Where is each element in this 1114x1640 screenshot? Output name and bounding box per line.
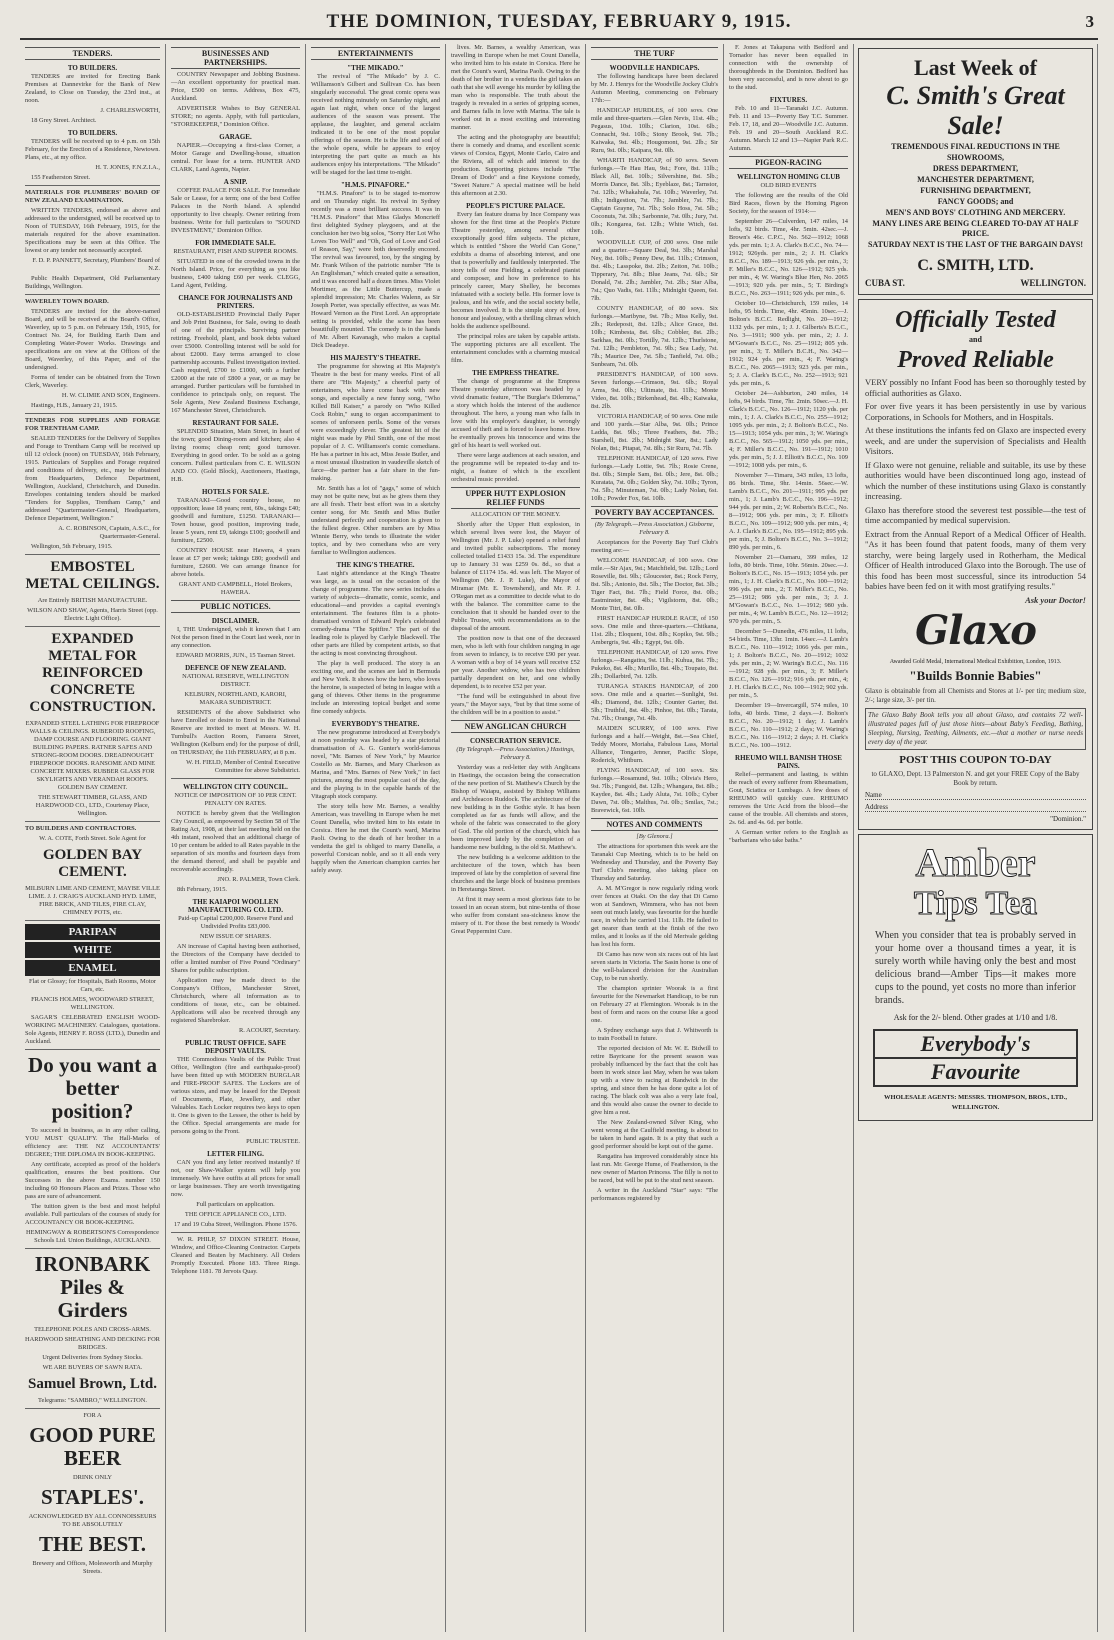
text-paragraph: PRESIDENT'S HANDICAP, of 100 sovs. Seven furlongs.—Crimson, 9st. 6lb.; Royal Arms, 9st. 0lb.; Ultimate, 8st. 11lb.; Monte Video, 8st. 10lb.; Birkenhead, 8st. 4lb.; Kaiwaka, 8st. 2lb. bbox=[591, 371, 718, 410]
text-paragraph: Forms of tender can be obtained from the Town Clerk, Waverley. bbox=[25, 374, 160, 389]
text-paragraph: TENDERS FOR SUPPLIES AND FORAGE FOR TRENTHAM CAMP. bbox=[25, 417, 160, 432]
text-paragraph: The principal roles are taken by capable artists. The supporting pictures are all excellent. The entertainment concludes with a charming musical film. bbox=[451, 333, 580, 364]
glaxo-ref: "Dominion." bbox=[1050, 815, 1086, 823]
ad-inverse-label: WHITE bbox=[25, 942, 160, 958]
amber-slogan-1: Everybody's bbox=[873, 1029, 1078, 1059]
text-paragraph: WILSON AND SHAW, Agents, Harris Street (opp. Electric Light Office). bbox=[27, 607, 158, 622]
article-headline: EVERYBODY'S THEATRE. bbox=[331, 720, 420, 728]
text-paragraph: TELEPHONE POLES AND CROSS-ARMS. bbox=[34, 1326, 151, 1333]
text-paragraph: NAPIER.—Occupying a first-class Corner, a Motor Garage and Dwelling-house, situation central. For lease for a term. HUNTER AND CLARK, Land Agents, Napier. bbox=[171, 142, 300, 173]
article-headline: "THE MIKADO." bbox=[347, 64, 404, 72]
text-paragraph: December 5—Dunedin, 476 miles, 11 lofts, 54 birds. Time, 13hr. 1min. 14sec.—J. Lamb's B.C.C., No. 110—1912; 1066 yds. per min., 1; J. Bolton's B.C.C., No. 20—1912; 1032 yds. per min., 2; W. Waring's B.C.C., No. 116—1912; 928 yds. per min., 3; F. Miller's B.C.C., No. 126—1912; 916 yds. per min., 4; J. H. Clark's B.C.C., No. 100—1912; 902 yds. per min., 5. bbox=[729, 628, 848, 699]
smith-sale-ad bbox=[858, 48, 1093, 295]
article-headline: THE EMPRESS THEATRE. bbox=[472, 369, 559, 377]
text-paragraph: To succeed in business, as in any other calling, YOU MUST QUALIFY. The Hall-Marks of efficiency are: THE NZ ACCOUNTANTS' DEGREE; THE DIPLOMA IN BOOK-KEEPING. bbox=[25, 1127, 160, 1158]
text-paragraph: December 19—Invercargill, 574 miles, 10 lofts, 40 birds. Time, 2 days.—J. Bolton's B.C.C., No. 20—1912; 1 day; J. Lamb's B.C.C., No. 110—1912; 2 days; W. Waring's B.C.C., No. 116—1912; 2 days; J. H. Clark's B.C.C., No. 100—1912. bbox=[729, 702, 848, 749]
column-the-turf bbox=[586, 44, 724, 1632]
ad-inverse-label: PARIPAN bbox=[25, 924, 160, 940]
text-paragraph: ACKNOWLEDGED BY ALL CONNOISSEURS TO BE ABSOLUTELY bbox=[28, 1513, 157, 1528]
article-headline: PUBLIC TRUST OFFICE. SAFE DEPOSIT VAULTS. bbox=[185, 1039, 286, 1055]
text-paragraph: JNO. R. PALMER, Town Clerk. bbox=[217, 876, 300, 883]
text-paragraph: 17 and 19 Cuba Street, Wellington. Phone 1576. bbox=[173, 1221, 298, 1228]
section-header: BUSINESSES AND PARTNERSHIPS. bbox=[171, 47, 300, 69]
section-header: UPPER HUTT EXPLOSION RELIEF FUNDS bbox=[451, 487, 580, 509]
glaxo-heading-2: Proved Reliable bbox=[897, 347, 1054, 373]
article-headline: RHEUMO WILL BANISH THOSE PAINS. bbox=[735, 754, 842, 770]
ad-display-headline: THE BEST. bbox=[39, 1532, 146, 1556]
text-paragraph: H. W. CLIMIE AND SON, Engineers. bbox=[61, 392, 160, 399]
smith-ad-lines bbox=[865, 142, 1086, 250]
text-paragraph: COUNTY HANDICAP, of 80 sovs. Six furlongs.—Maribyne, 9st. 7lb.; Miss Kelly, 9st. 2lb.; Redeposit, 8st. 12lb.; Alice Grace, 8st. 10lb.; Kimbesta, 8st. 6lb.; Cobbler, 8st. 2lb.; Sarkhas, 8st. 0lb.; Tortilly, 7st. 12lb.; Thurlstone, 7st. 12lb.; Pembleton, 7st. 9lb.; Sea Lady, 7st. 7lb.; Maurice Dee, 7st. 5lb.; Tanfield, 7st. 0lb.; Sunbeam, 7st. 0lb. bbox=[591, 305, 718, 368]
text-paragraph: FIRST HANDICAP HURDLE RACE, of 150 sovs. One mile and three-quarters.—Chitkana, 11st. 2lb.; Eloquent, 10st. 8lb.; Kopiko, 9st. 9lb.; Ambergris, 9st. 4lb.; Egypt, 9st. 0lb. bbox=[591, 615, 718, 646]
text-paragraph: SAGAR'S CELEBRATED ENGLISH WOOD-WORKING MACHINERY. Catalogues, quotations. Sole Agents, HENRY F. ROSS (LTD.), Dunedin and Auckland. bbox=[25, 1014, 160, 1045]
text-paragraph: The acting and the photography are beautiful; there is comedy and drama, and excellent scenic views of Corsica, Egypt, Monte Carlo, Cairo and the Riviera, all of which add interest to the production. Supporting pictures include "The Dream of Dodo" and a fine Keystone comedy, "Sweet Nature." A special matinee will be held this afternoon at 2.30. bbox=[451, 134, 580, 197]
text-paragraph: COFFEE PALACE FOR SALE. For Immediate Sale or Lease, for a term; one of the best Coffee Palaces in the North Island. A splendid opportunity to live cheaply. Owner retiring from business. Write for full particulars to "SOUND INVESTMENT," Dominion Office. bbox=[171, 187, 300, 234]
divider bbox=[25, 821, 160, 822]
text-paragraph: Mr. Smith has a lot of "gags," some of which may not be quite new, but as he gives them they are all fresh. Their best effort was in a sketchy center song, for Mr. Smith and Miss Butler understand perfectly and cooperation is given to the fullest degree. Other numbers are by Miss Winnie Berry, who tends to illustrate the wider topics, and by two comedians who are very familiar to Wellington audiences. bbox=[311, 485, 440, 556]
glaxo-award: Awarded Gold Medal, International Medical Exhibition, London, 1913. bbox=[889, 659, 1062, 665]
article-headline: FIXTURES. bbox=[769, 96, 808, 104]
text-paragraph: NOTICE is hereby given that the Wellington City Council, as empowered by Section 58 of The Rating Act, 1908, at their last meeting held on the 4th instant, resolved that an additional charge of 10 per centum be added to all Rates payable in the separation of six months and fourteen days from the demand thereof, and shall be payable and recoverable accordingly. bbox=[171, 810, 300, 873]
amber-price: Ask for the 2/- blend. Other grades at 1/10 and 1/8. bbox=[893, 1013, 1058, 1022]
divider bbox=[25, 294, 160, 295]
text-paragraph: The reported decision of Mr. W. E. Bidwill to retire Bayricane for the present season was probably influenced by the fact that the colt has been in work since last May, when he was taken up with a view to racing at Randwick in the spring, and since then he has done quite a lot of racing. The black colt was also a very late foal, and this would also cause the owner to decide to give him a rest. bbox=[591, 1045, 718, 1116]
divider bbox=[171, 1232, 300, 1233]
text-paragraph: SITUATED in one of the crowded towns in the North Island. Price, for everything as you like business, £400 taking £60 per week. CLEGG, Land Agent, Feilding. bbox=[171, 258, 300, 289]
text-paragraph: F. D. P. PANNETT, Secretary, Plumbers' Board of N.Z. bbox=[32, 257, 160, 272]
section-header: TENDERS. bbox=[25, 47, 160, 60]
glaxo-paragraph: At these institutions the infants fed on Glaxo are inspected every week, and are under the supervision of Specialists and Health Visitors. bbox=[865, 425, 1086, 456]
text-paragraph: TENDERS are invited for the above-named Board, and will be received at the Board's Office, Waverley, up to 5 p.m. on February 15th, 1915, for Contract No. 24, for Building Earth Dam and Completing Water-Power Works. Drawings and specifications are on view at the Offices of the Board, Waverley, of this Paper, and of the undersigned. bbox=[25, 308, 160, 371]
smith-ad-line: SATURDAY NEXT IS THE LAST OF THE BARGAIN DAYS! bbox=[867, 240, 1084, 249]
article-headline: "H.M.S. PINAFORE." bbox=[340, 181, 411, 189]
text-paragraph: The revival of "The Mikado" by J. C. Williamson's Gilbert and Sullivan Co. has been singularly successful. The great comic opera was received nothing minutely on Saturday night, and again last night, when once of the largest audiences of the season was present. The applause, the laughter, and general acclaim indicated it to be one of the most popular offerings of the season. He is the life and soul of the whole opera, while he appears to enjoy interpreting the part quite as much as his audiences enjoy his interpretations. "The Mikado" will be staged for the last time to-night. bbox=[311, 73, 440, 176]
text-paragraph: MATERIALS FOR PLUMBERS' BOARD OF NEW ZEALAND EXAMINATION. bbox=[25, 189, 160, 204]
text-paragraph: The new programme introduced at Everybody's at noon yesterday was headed by a star pictorial dramatisation of A. G. Gunter's world-famous novel, "Mr. Barnes of New York," by Maurice Costello as Mr. Barnes, and Mary Charleson as Marina, and "Mrs. Barnes of New York," in fact pictures, among the most popular cast of the day, and the playing is in the capable hands of the Vitagraph stock company. bbox=[311, 729, 440, 800]
text-paragraph: WAVERLEY TOWN BOARD. bbox=[25, 298, 109, 305]
text-paragraph: Brewery and Offices, Molesworth and Murphy Streets. bbox=[32, 1560, 153, 1575]
glaxo-body bbox=[865, 377, 1086, 592]
text-paragraph: The tuition given is the best and most helpful available. Full particulars of the courses of study for ACCOUNTANCY OR BOOK-KEEPING. bbox=[25, 1203, 160, 1226]
glaxo-sub: Glaxo is obtainable from all Chemists and Stores at 1/- per tin; medium size, 2/-; large size, 3/- per tin. bbox=[865, 687, 1086, 704]
text-paragraph: COUNTRY HOUSE near Hawera, 4 years lease at £7 per week; takings £80; goodwill and furniture, £2600. We can arrange finance for above hotels. bbox=[171, 547, 300, 578]
text-paragraph: R. ACOURT, Secretary. bbox=[238, 1027, 300, 1034]
column-businesses bbox=[166, 44, 306, 1632]
text-paragraph: WELCOME HANDICAP, of 100 sovs. One mile.—Sir Ajax, 9st.; Matchfield, 9st. 12lb.; Lord Roseville, 8st. 9lb.; Gloucester, 8st.; Rock Ferry, 8st. 5lb.; Antonio, 8st. 5lb.; The Doctor, 8st. 3lb.; Tiger Fact, 8st. 7lb.; Field Force, 8st. 0lb.; Eastminster, 8st. 4lb.; Vigilstorm, 8st. 0lb.; Monte Titri, 8st. 0lb. bbox=[591, 557, 718, 612]
article-headline: DISCLAIMER. bbox=[211, 617, 260, 625]
text-paragraph: Feb. 10 and 11—Taranaki J.C. Autumn. Feb. 11 and 13—Poverty Bay T.C. Summer. Feb. 17, 18, and 20—Woodville J.C. Autumn. Feb. 19 and 20—South Auckland R.C. Autumn. March 12 and 13—Napier Park R.C. Autumn. bbox=[729, 105, 848, 152]
text-paragraph: There were large audiences at each session, and the programme will be repeated to-day and to-night, a feature of which is the excellent orchestral music provided. bbox=[451, 452, 580, 483]
text-paragraph: A. C. ROBINSON, Captain, A.S.C., for Quartermaster-General. bbox=[58, 525, 160, 540]
text-paragraph: TENDERS will be received up to 4 p.m. on 15th February, for the Erection of a Residence, Newtown. Plans, etc., at my office. bbox=[25, 138, 160, 161]
article-headline: THE KAIAPOI WOOLLEN MANUFACTURING CO. LTD. bbox=[188, 898, 283, 914]
smith-ad-line: TREMENDOUS FINAL REDUCTIONS IN THE bbox=[891, 142, 1060, 151]
smith-ad-title: C. Smith's Great Sale! bbox=[886, 81, 1065, 140]
text-paragraph: OLD-ESTABLISHED Provincial Daily Paper and Job Print Business, for Sale, owing to death of one of the principals. Surviving partner retiring. Freehold, plant, and book debts valued over £5000. Controlling interest will be sold for about £2000. Easy terms arranged to close partnership accounts. Fullest investigation invited. Cash required, £700 to £1000, with a further £2000 at the rate of £800 a year, or as may be arranged. Further particulars will be furnished in confidence to principals only, on request. The Sole Agents, New Zealand Business Exchange, 167 Manchester Street, Christchurch. bbox=[171, 311, 300, 414]
text-paragraph: At first it may seem a most glorious fate to be tossed in an ocean storm, but nine-tenths of those who suffer from constant sea-sickness know the misery of it. For those the best remedy is Woods' Great Peppermint Cure. bbox=[451, 896, 580, 935]
text-paragraph: Any certificate, accepted as proof of the holder's qualification, ensures the best positions. Our Successes in the above Exams. number 150 including 60 Honours Places and Prizes. Those who pass are sure of advancement. bbox=[25, 1161, 160, 1200]
ad-display-headline: GOOD PURE BEER bbox=[29, 1423, 156, 1470]
article-headline: WELLINGTON HOMING CLUB bbox=[737, 173, 840, 181]
text-paragraph: A Sydney exchange says that J. Whitworth is to train Football in future. bbox=[591, 1027, 718, 1042]
text-paragraph: The new building is a welcome addition to the architecture of the town, which has been improved of late by the completion of several fine churches and the large block of business premises in Heretaunga Street. bbox=[451, 854, 580, 893]
text-paragraph: SPLENDID Situation, Main Street, in heart of the town; good Dining-room and kitchen; also 4 living rooms; cheap rent; good turnover. Everything in good order. To be sold as a going concern. Fullest particulars from C. E. WILSON AND CO. (Gold Block), Auctioneers, Hastings, H.B. bbox=[171, 428, 300, 483]
article-headline: PEOPLE'S PICTURE PALACE. bbox=[466, 202, 565, 210]
text-paragraph: KELBURN, NORTHLAND, KARORI, MAKARA SUBDISTRICT. bbox=[184, 691, 287, 706]
glaxo-paragraph: If Glaxo were not genuine, reliable and suitable, its use by these authorities would have been discontinued long ago, instead of which the number of these institutions using Glaxo is constantly increasing. bbox=[865, 459, 1086, 501]
text-paragraph: Shortly after the Upper Hutt explosion, in which several lives were lost, the Mayor of Wellington (Mr. J. P. Luke) opened a relief fund and invited public subscriptions. The money collected totalled £1433 15s. 3d. The expenditure up to January 31 was £259 0s. 8d., so that a balance of £1174 15s. 4d. was left. The Mayor of Wellington (Mr. J. P. Luke), the Mayor of Miramar (Mr. E. Townshend), and Mr. P. J. O'Regan met as a committee to decide what to do with the balance. The committee came to the conclusion that it should be handed over to the Public Trustee, with recommendations as to the disposal of the amount. bbox=[451, 521, 580, 632]
smith-ad-line: MANY LINES ARE BEING CLEARED TO-DAY AT HALF PRICE. bbox=[872, 219, 1079, 238]
text-paragraph: The play is well produced. The story is an exciting one, and the scenes are laid in Bermuda and New York. It shows how the hero, who loves the heroine, is suspected of being in league with a gang of thieves. Other items in the programme include an interesting topical budget and some fine comedy subjects. bbox=[311, 660, 440, 715]
article-headline: THE KING'S THEATRE. bbox=[336, 561, 415, 569]
smith-ad-line: FANCY GOODS; and bbox=[937, 197, 1014, 206]
ad-headline: EMBOSTEL METAL CEILINGS. bbox=[25, 559, 160, 592]
text-paragraph: The champion sprinter Woorak is a first favourite for the Newmarket Handicap, to be run on February 27 at Flemington. Woorak is in the best of form and races on the course like a good one. bbox=[591, 985, 718, 1024]
ad-display-headline: IRONBARK Piles & Girders bbox=[34, 1252, 151, 1322]
article-headline: A SNIP. bbox=[223, 178, 248, 186]
article-headline: CHANCE FOR JOURNALISTS AND PRINTERS. bbox=[178, 294, 293, 310]
glaxo-coupon: POST THIS COUPON TO-DAY bbox=[899, 754, 1052, 766]
text-paragraph: Flat or Glossy; for Hospitals, Bath Rooms, Motor Cars, etc. bbox=[29, 978, 156, 993]
section-header: THE TURF bbox=[591, 47, 718, 60]
text-paragraph: (By Telegraph.—Press Association.) Hastings, February 8. bbox=[456, 746, 575, 761]
text-paragraph: SEALED TENDERS for the Delivery of Supplies and Forage to Trentham Camp will be received up till 12 o'clock (noon) on TUESDAY, 16th February, 1915. Particulars of Supplies and Forage required and conditions of delivery, etc., may be obtained from Headquarters, Defence Department, Wellington, Auckland, Christchurch, and Dunedin. Envelopes containing tenders should be marked "Tenders for Supplies, Trentham Camp," and addressed "Quartermaster-General, Headquarters, Defence Department, Wellington." bbox=[25, 435, 160, 522]
article-headline: RESTAURANT FOR SALE. bbox=[192, 419, 279, 427]
article-headline: CONSECRATION SERVICE. bbox=[469, 737, 562, 745]
text-paragraph: September 26—Culverden, 147 miles, 14 lofts, 92 birds. Time, 4hr. 5min. 42sec.—J. Brown's 46c. C.P.C., No. 562—1912; 1068 yds. per min. 1; J. A. Clark's B.C.C., No. 74—1912; 926yds. per min., 2; J. H. Clark's B.C.C., No. 189—1913; 926 yds. per min., 3; F. Miller's B.C.C., No. 126—1912; 925 yds. per min., 4; W. Waring's Blue Hen, No. 2065—1913; 920 yds. per min., 5; T. Birding's B.C.C., No. 263—1911; 926 yds. per min., 6. bbox=[729, 218, 848, 297]
text-paragraph: October 24—Ashburton, 240 miles, 14 lofts, 94 birds. Time, 7hr. 2min. 50sec.—J. H. Clark's B.C.C., No. 126—1912; 1120 yds. per min., 1; J. A. Clark's B.C.C., No. 255—1912; 1095 yds. per min., 2; J. Bolton's B.C.C., No. 15—1913; 1054 yds. per min., 3; W. Waring's B.C.C., No. 565—1912; 1050 yds. per min., 4; F. Miller's B.C.C., No. 191—1912; 1010 yds. per min., 5; J. J. Elliott's B.C.C., No. 109—1912; 1008 yds. per min., 6. bbox=[729, 390, 848, 469]
text-paragraph: W. A. COTE, Forth Street. Sole Agent for bbox=[39, 835, 146, 842]
section-header: NEW ANGLICAN CHURCH bbox=[451, 720, 580, 733]
glaxo-slogan: "Builds Bonnie Babies" bbox=[909, 668, 1042, 683]
divider bbox=[25, 1049, 160, 1050]
text-paragraph: Relief—permanent and lasting, is within the reach of every sufferer from Rheumatism, Gout, Sciatica or Lumbago. A few doses of RHEUMO will quickly cure. RHEUMO removes the Uric Acid from the blood—the cause of the trouble. All chemists and stores, 2s. 6d. and 4s. 6d. per bottle. bbox=[729, 771, 848, 826]
smith-ad-heading: Last Week of bbox=[913, 55, 1038, 80]
divider bbox=[25, 1248, 160, 1249]
ad-headline: EXPANDED METAL FOR REINFORCED CONCRETE CONSTRUCTION. bbox=[29, 631, 156, 715]
text-paragraph: WRITTEN TENDERS, endorsed as above and addressed to the undersigned, will be received up to Noon of TUESDAY, 16th February, 1915, for the materials required for the above examination. Specifications may be seen at this Office. The lowest or any tender not necessarily accepted. bbox=[25, 207, 160, 254]
glaxo-paragraph: Glaxo has therefore stood the severest test possible—the test of time accompanied by medical supervision. bbox=[865, 504, 1086, 525]
smith-city: WELLINGTON. bbox=[1020, 278, 1086, 288]
text-paragraph: I, THE Undersigned, wish it known that I am Not the person fined in the Court last week, nor in any connection. bbox=[171, 626, 300, 649]
text-paragraph: 155 Featherston Street. bbox=[31, 174, 91, 181]
text-paragraph: J. CHARLESWORTH, bbox=[100, 107, 160, 114]
smith-street: CUBA ST. bbox=[865, 278, 905, 288]
section-header: PIGEON-RACING bbox=[729, 156, 848, 169]
divider bbox=[25, 626, 160, 627]
text-paragraph: MILBURN LIME AND CEMENT, MAYBE VILLE LIME. J. J. CRAIG'S AUCKLAND HYD. LIME, FIRE BRICK, AND TILES, FIRE CLAY, CHIMNEY POTS, etc. bbox=[25, 885, 160, 916]
section-header: POVERTY BAY ACCEPTANCES. bbox=[591, 506, 718, 519]
glaxo-book: The Glaxo Baby Book tells you all about Glaxo, and contains 72 well-illustrated pages full of just those hints—about Baby's Feeding, Bathing, Sleeping, Nursing, Teething, Ailments, etc.—that a mother or nurse needs every day of the year. bbox=[865, 708, 1086, 750]
text-paragraph: The following are the results of the Old Bird Races, flown by the Homing Pigeon Society, for the season of 1914:— bbox=[729, 192, 848, 215]
text-paragraph: FOR A bbox=[83, 1412, 102, 1419]
text-paragraph: A German writer refers to the English as "barbarians who take baths." bbox=[729, 829, 848, 844]
article-headline: LETTER FILING. bbox=[207, 1150, 264, 1158]
text-paragraph: Telegrams: "SAMBRO," WELLINGTON. bbox=[38, 1397, 147, 1404]
ad-headline: Samuel Brown, Ltd. bbox=[28, 1376, 157, 1392]
text-paragraph: 8th February, 1915. bbox=[177, 886, 227, 893]
smith-ad-line: SHOWROOMS, bbox=[946, 153, 1005, 162]
smith-ad-line: MANCHESTER DEPARTMENT, bbox=[917, 175, 1034, 184]
amber-tips-ad bbox=[858, 834, 1093, 1121]
text-paragraph: October 10—Christchurch, 159 miles, 14 lofts, 95 birds. Time, 4hr. 45min. 10sec.—J. Bolton's B.C.C. Redlight, No. 20—1912; 1132 yds. per min., 1; J. J. Gilberts's B.C.C., No. 3—1911; 900 yds. per min., 2; J. J. M'Gowan's B.C.C., No. 25—1912; 805 yds. per min., 3; T. Miller's B.C.H., No. 342—1912; 924 yds. per min., 4; F. Waring's B.C.C., No. 2065—1913; 923 yds. per min., 5; J. A. Clark's B.C.C., No. 252—1913; 921 yds. per min., 6. bbox=[729, 300, 848, 387]
text-paragraph: The change of programme at the Empress Theatre yesterday afternoon was headed by a vivid dramatic feature, "The Burglar's Dilemma," a story which holds the interest of the audience throughout. The hero, a young man who falls in love with his employer's daughter, is wrongly accused of theft and is forced to leave home. How he eventually proves his innocence and wins the girl of his heart is well worked out. bbox=[451, 378, 580, 449]
text-paragraph: lives. Mr. Barnes, a wealthy American, was travelling in Europe when he met Count Danella, who invited him to his estate in Corsica. Here he met the Count's ward, Marina Paoli. Owing to the death of her brother in a vendetta the girl takes an oath that she will avenge his murder by killing the man who is responsible. The truth about the tragedy is revealed in a series of gripping scenes, and Barnes falls in love with Marina. The tale is worked out in a most exciting and interesting manner. bbox=[451, 44, 580, 131]
ad-display-headline: STAPLES'. bbox=[41, 1485, 144, 1509]
text-paragraph: TURANGA STAKES HANDICAP, of 200 sovs. One mile and a quarter.—Sunlight, 9st. 4lb.; Diamond, 8st. 12lb.; Counter Garter, 8st. 5lb.; Truthful, 8st. 4lb.; Pinhoe, 8st. 0lb.; Tarata, 7st. 7lb.; Orange, 7st. 4lb. bbox=[591, 683, 718, 722]
glaxo-name-field[interactable] bbox=[865, 791, 1086, 800]
column-entertainments bbox=[306, 44, 446, 1632]
text-paragraph: TO BUILDERS AND CONTRACTORS. bbox=[25, 825, 137, 832]
text-paragraph: OLD BIRD EVENTS bbox=[760, 182, 817, 189]
text-paragraph: November 7—Timaru, 343 miles, 13 lofts, 86 birds. Time, 9hr. 14min. 56sec.—W. Lamb's B.C.C., No. 201—1911; 995 yds. per min., 1; J. Lamb's B.C.C., No. 196—1912; 944 yds. per min., 2; W. Roberts's B.C.C., No. 8—1912; 906 yds. per min., 3; F. Elliott's B.C.C., No. 109—1912; 900 yds. per min., 4; A. J. Clark's B.C.C., No. 195—1912; 895 yds. per min., 5; J. Bolton's B.C.C., No. 3—1912; 890 yds. per min., 6. bbox=[729, 472, 848, 551]
text-paragraph: TENDERS are invited for Erecting Bank Premises at Dannevirke for the Bank of New Zealand, to Close on Tuesday, the 23rd inst., at noon. bbox=[25, 73, 160, 104]
text-paragraph: ADVERTISER Wishes to Buy GENERAL STORE; no agents. Apply, with full particulars, "STOREKEEPER," Dominion Office. bbox=[171, 105, 300, 128]
text-paragraph: PUBLIC TRUSTEE. bbox=[246, 1138, 300, 1145]
text-paragraph: Wellington, 5th February, 1915. bbox=[31, 543, 113, 550]
text-paragraph: COUNTRY Newspaper and Jobbing Business.—An excellent opportunity for practical man. Price, £500 on terms. Address, Box 475, Auckland. bbox=[171, 71, 300, 102]
divider bbox=[25, 920, 160, 921]
text-paragraph: HANDICAP HURDLES, of 100 sovs. One mile and three-quarters.—Glen Nevis, 11st. 4lb.; Pegasus, 10st. 10lb.; Clarion, 10st. 6lb.; Connacht, 9st. 10lb.; Stony Brook, 9st. 7lb.; Kaiwaka, 9st. 4lb.; Hougomont, 9st. 2lb.; Sir Ruru, 9st. 0lb.; Kaipara, 9st. 0lb. bbox=[591, 107, 718, 154]
text-paragraph: MAIDEN SCURRY, of 100 sovs. Five furlongs and a half.—Weight, 8st.—Sea Chief, Teddy Moore, Moriaha, Fabulous Lass, Mortal Alliance, Tongariro, Jenner, Pacific Slope, Roderick, Whitburn. bbox=[591, 725, 718, 764]
divider bbox=[171, 778, 300, 779]
text-paragraph: VICTORIA HANDICAP, of 90 sovs. One mile and 100 yards.—Star Alba, 9st. 0lb.; Prince Ladda, 8st. 9lb.; Three Feathers, 8st. 7lb.; Starshell, 8st. 2lb.; Midnight Star, 8st.; Lady Nolan, 8st.; Pitapat, 7st. 8lb.; Sir Ruru, 7st. 7lb. bbox=[591, 413, 718, 452]
text-paragraph: Yesterday was a red-letter day with Anglicans in Hastings, the occasion being the consecration of the new portion of St. Matthew's Church by the Bishop of Waiapu, assisted by Bishop Williams and Archdeacon Ruddock. The architecture of the new building is in the Gothic style. It has been completed as far as funds will allow, and the whole of the fabric was consecrated to the glory of God. The old portion of the church, which has been improved lately by the completion of a handsome new building, is the old St. Matthew's. bbox=[451, 764, 580, 851]
text-paragraph: FRANCIS HOLMES, WOODWARD STREET, WELLINGTON. bbox=[31, 996, 154, 1011]
text-paragraph: W. R. PHILP, 57 DIXON STREET. House, Window, and Office-Cleaning Contractor. Carpets Cleaned and Beaten by Machinery. All Orders Promptly Executed. Phone 183. Three Rings. Telephone 1181. 78 Jervois Quay. bbox=[171, 1236, 300, 1275]
text-paragraph: FLYING HANDICAP, of 100 sovs. Six furlongs.—Rosamund, 9st. 10lb.; Olivia's Hero, 9st. 7lb.; Fungoid, 8st. 12lb.; Whangara, 8st. 8lb.; Kaydee, 8st. 4lb.; Lady Aluta, 7st. 10lb.; Cyber Dawn, 7st. 0lb.; Malthus, 7st. 0lb.; Smilax, 7st.; Bravewick, 6st. 10lb. bbox=[591, 767, 718, 814]
glaxo-ask: Ask your Doctor! bbox=[1025, 594, 1086, 605]
column-tenders bbox=[20, 44, 166, 1632]
text-paragraph: [By Glenora.] bbox=[636, 833, 673, 840]
glaxo-and: and bbox=[969, 335, 982, 344]
text-paragraph: DRINK ONLY bbox=[73, 1474, 112, 1481]
text-paragraph: Urgent Deliveries from Sydney Stocks. bbox=[42, 1354, 143, 1361]
glaxo-paragraph: For over five years it has been persistently in use by various Corporations, in Schools for Mothers, and in Hospitals. bbox=[865, 401, 1086, 422]
section-header: NOTES AND COMMENTS bbox=[591, 818, 718, 831]
text-paragraph: November 21—Oamaru, 399 miles, 12 lofts, 80 birds. Time, 10hr. 56min. 20sec.—J. Bolton's B.C.C., No. 15—1913; 1054 yds. per min., 1; J. H. Clark's B.C.C., No. 100—1912; 996 yds. per min., 2; T. Miller's B.C.C., No. 25—1912; 986 yds. per min., 3; J. J. M'Gowan's B.C.C., No. 1—1912; 980 yds. per min., 4; W. Lamb's B.C.C., No. 12—1912; 970 yds. per min., 5. bbox=[729, 554, 848, 625]
divider bbox=[25, 185, 160, 186]
smith-ad-line: DRESS DEPARTMENT, bbox=[932, 164, 1019, 173]
glaxo-address-field[interactable] bbox=[865, 803, 1086, 812]
text-paragraph: W. H. FIELD, Member of Central Executive Committee for above Subdistrict. bbox=[186, 759, 300, 774]
article-headline: WOODVILLE HANDICAPS. bbox=[609, 64, 700, 72]
text-paragraph: TARANAKI—Good country house, no opposition; lease 18 years; rent, 60s., takings £40; goodwill and furniture, £1250. TARANAKI—Town house, good position, improving trade, lease 5 years, rent £9, takings £100; goodwill and furniture, £2500. bbox=[171, 497, 300, 544]
text-paragraph: RESIDENTS of the above Subdistrict who have Enrolled or desire to Enrol in the National Reserve are invited to meet at Messrs. W. H. Turnbull's Auction Room, Fanuera Street, Wellington (Kelburn end) for the purpose of drill, on THURSDAY, the 11th FEBRUARY, at 8 p.m. bbox=[171, 709, 300, 756]
divider bbox=[25, 554, 160, 555]
ad-headline: GOLDEN BAY CEMENT. bbox=[42, 847, 143, 880]
article-headline: TO BUILDERS. bbox=[67, 129, 118, 137]
text-paragraph: AN increase of Capital having been authorised, the Directors of the Company have decided to offer a limited number of Five Pound "Ordinary" Shares for public subscription. bbox=[171, 943, 300, 974]
text-paragraph: EXPANDED STEEL LATHING FOR FIREPROOF WALLS & CEILINGS. RUBEROID ROOFING, DAMP COURSE AND FLOORING. GIANT BUILDING PAPERS. RATNER SAFES AND STRONG-ROOM DOORS. DREADNOUGHT FIREPROOF DOORS. RANSOME AND MINE CONCRETE MIXERS. RUBBER GLASS FOR SKYLIGHTS AND VERANDAH ROOFS. GOLDEN BAY CEMENT. bbox=[25, 720, 160, 791]
section-header: PUBLIC NOTICES. bbox=[171, 600, 300, 613]
smith-ad-line: FURNISHING DEPARTMENT, bbox=[920, 186, 1031, 195]
glaxo-heading-1: Officially Tested bbox=[895, 307, 1056, 333]
text-paragraph: Application may be made direct to the Company's Offices, Manchester Street, Christchurch, where all information as to conditions of issue, etc., can be obtained. Applications will also be received through any registered Sharebroker. bbox=[171, 977, 300, 1024]
amber-subheading: Tips Tea bbox=[913, 885, 1038, 922]
text-paragraph: Acceptances for the Poverty Bay Turf Club's meeting are:— bbox=[591, 539, 718, 554]
glaxo-address-label: Address bbox=[865, 803, 888, 811]
text-paragraph: Di Camo has now won six races out of his last seven starts in Victoria. The Sasin horse is one of the well-balanced division for the Australian Cup, to be run shortly. bbox=[591, 951, 718, 982]
text-paragraph: THE Commodious Vaults of the Public Trust Office, Wellington (fire and earthquake-proof) have been fitted up with MODERN BURGLAR and FIRE-PROOF SAFES. The Lockers are of various sizes, and may be leased for the Deposit of Documents, Plate, Jewellery, and other Valuables. Each Locker requires two keys to open it. One is given to the Lessee, the other is held by the Office. Special arrangements are made for persons going to the Front. bbox=[171, 1056, 300, 1135]
text-paragraph: Public Health Department, Old Parliamentary Buildings, Wellington. bbox=[25, 275, 160, 290]
text-paragraph: WHARITI HANDICAP, of 90 sovs. Seven furlongs.—Te Hau Hau, 9st.; Fore, 8st. 11lb.; Black All, 8st. 10lb.; Silvershine, 8st. 5lb.; Morris Dance, 8st. 3lb.; Eyeblaze, 8st.; Tarnstor, 7st. 12lb.; Whakahula, 7st. 10lb.; Waverley, 7st. 8lb.; Indigestion, 7st. 7lb.; Jambler, 7st. 7lb.; Captain Grayne, 7st. 7lb.; Solo Hoss, 7st. 5lb.; Coconuts, 7st. 3lb.; Sarbonnie, 7st. 0lb.; Jury, 7st. 0lb.; Kongarea, 6st. 12lb.; White Witch, 6st. 10lb. bbox=[591, 157, 718, 236]
ad-inverse-label: ENAMEL bbox=[25, 960, 160, 976]
smith-company: C. SMITH, LTD. bbox=[917, 257, 1034, 274]
amber-slogan-2: Favourite bbox=[873, 1059, 1078, 1087]
text-paragraph: RESTAURANT, FISH AND SUPPER ROOMS. bbox=[173, 248, 298, 255]
text-paragraph: H. T. JONES, F.N.Z.I.A., bbox=[95, 164, 160, 171]
text-paragraph: The position now is that one of the deceased men, who is left with four children ranging in age from seven to infancy, is to receive £90 per year. A woman with a boy of 14 years will receive £52 per year. Another widow, who has two children partially dependent on her, and one wholly dependent, is to receive £52 per year. bbox=[451, 635, 580, 690]
amber-body: When you consider that tea is probably served in your home over a thousand times a year, it is surely worth while having only the best and most delicious brand—Amber Tips—it makes more cups to the pound, yet costs no more than inferior brands. bbox=[875, 930, 1076, 1006]
text-paragraph: A writer in the Auckland "Star" says: "The performances registered by bbox=[591, 1187, 718, 1202]
article-headline: TO BUILDERS. bbox=[67, 64, 118, 72]
text-paragraph: THE OFFICE APPLIANCE CO., LTD. bbox=[184, 1211, 287, 1218]
text-paragraph: F. Jones at Takapuna with Bedford and Tornador has never been equalled in connection with the ownership of thoroughbreds in the Dominion. Bedford has been very successful, and is now about to go to the stud. bbox=[729, 44, 848, 91]
section-header: ENTERTAINMENTS bbox=[311, 47, 440, 60]
text-paragraph: Last night's attendance at the King's Theatre was large, as is usual on the occasion of the change of programme. The new series includes a variety of subjects—dramatic, comic, scenic, and educational—and provides a capital evening's entertainment. The features film is a photo-dramatised version of Edward Peple's celebrated comedy-drama "The Spitfire." The part of the leading role is played by Carlyle Blackwell. The other parts are filled by competent artists, so that the acting is most convincing throughout. bbox=[311, 570, 440, 657]
text-paragraph: NATIONAL RESERVE, WELLINGTON DISTRICT. bbox=[182, 673, 289, 688]
text-paragraph: "H.M.S. Pinafore" is to be staged to-morrow and on Thursday night. Its revival in Sydney recently was a most brilliant success. It was in "H.M.S. Pinafore" that Miss Gladys Moncrieff first delighted Sydney playgoers, and at the conclusion her two big solos, "Sorry Her Lot Who Loves Too Well" and "Oh, God of Love and God of Reason, Say," were both deservedly encored. The revival was favoured, too, by the singing by Mr. Frank Wilson of the patriotic number "He is An Englishman," which created quite a sensation, and it was encored half a dozen times. Miss Violet Mortimer, as the Little Buttercup, made a splendid impression; Mr. Charles Walenn, as Sir Joseph Porter, was specially effective, as was Mr. Howard Vernon as the First Lord. An appropriate setting is provided, while the scene has been beautifully mounted. The comedy is in the hands of Mr. Albert Kavanagh, who makes a capital Dick Deadeye. bbox=[311, 190, 440, 349]
divider bbox=[25, 1408, 160, 1409]
ad-display-headline: Do you want a better position? bbox=[28, 1053, 157, 1123]
article-headline: GARAGE. bbox=[219, 133, 252, 141]
text-paragraph: THE STEWART TIMBER, GLASS, AND HARDWOOD CO., LTD., Courtenay Place, Wellington. bbox=[35, 794, 150, 817]
text-paragraph: The following handicaps have been declared by Mr. J. Henrys for the Woodville Jockey Club's Autumn Meeting, commencing on February 17th:— bbox=[591, 73, 718, 104]
text-paragraph: The programme for showing at His Majesty's Theatre is the best for many weeks. First of all there are "His Majesty," a cheerful party of entertainers, who have come back with new songs, and especially a new funny song, "Who Killed Bill Kaiser," a parody on "Who Killed Cock Robin," sung to organ accompaniment to scenes of unforseen perils. Some of the verses were exceedingly clever. The greatest hit of the night was made by Phil Smith, one of the most popular of J. C. Williamson's comic comedians. He has a partner in his act, Miss Jessie Butler, and a most unusual illustration in vaudeville sketch of farce—the partner has a fair share in the fun-making. bbox=[311, 363, 440, 482]
text-paragraph: The story tells how Mr. Barnes, a wealthy American, was travelling in Europe when he met Count Danella, who invited him to his estate in Corsica. Here he met the Count's ward, Marina Paoli. Owing to the death of her brother in a vendetta the girl is obliged to marry Danella, a powerful Corsican noble, and so it all ends very happily when the American champion carries her safely away. bbox=[311, 803, 440, 874]
text-paragraph: NOTICE OF IMPOSITION OF 10 PER CENT. PENALTY ON RATES. bbox=[174, 792, 297, 807]
text-paragraph: TELEPHONE HANDICAP, of 120 sovs. Five furlongs.—Rangatira, 9st. 11lb.; Kuhua, 8st. 7lb.; Pukeko, 8st. 4lb.; Murillo, 8st. 4lb.; Toupato, 8st. 2lb.; Dollarbird, 7st. 12lb. bbox=[591, 649, 718, 680]
smith-ad-line: MEN'S AND BOYS' CLOTHING AND MERCERY. bbox=[885, 208, 1066, 217]
amber-heading: Amber bbox=[915, 840, 1036, 885]
text-paragraph: The attractions for sportsmen this week are the Taranaki Cup Meeting, which is to be held on Wednesday and Thursday, and the Poverty Bay Turf Club's meeting, also taking place on Thursday and Saturday. bbox=[591, 843, 718, 882]
article-headline: HIS MAJESTY'S THEATRE. bbox=[330, 354, 421, 362]
text-paragraph: WOODVILLE CUP, of 200 sovs. One mile and a quarter.—Square Deal, 9st. 3lb.; Marshal Ney, 8st. 10lb.; Penny Dew, 8st. 11lb.; Crimson, 8st. 4lb.; Lasspoke, 8st. 2lb.; Zeiton, 7st. 10lb.; Tipperary, 7st. 8lb.; Blue Jeans, 7st. 6lb.; Sir Donald, 7st. 2lb.; Jambler, 7st. 2lb.; Star Alba, 7st.; Quo Vadis, 6st. 11lb.; Midnight Queen, 6st. 7lb. bbox=[591, 239, 718, 302]
text-paragraph: TELEPHONE HANDICAP, of 120 sovs. Five furlongs.—Lady Lottie, 9st. 7lb.; Rosie Crene, 8st. 0lb.; Simple Sam, 8st. 0lb.; Jere, 8st. 0lb.; Kuratata, 7st. 0lb.; Golden Sky, 7st. 10lb.; Tyron, 7st. 5lb.; Minuteman, 7st. 0lb.; Lady Nolan, 6st. 10lb.; Powder Fox, 6st. 10lb. bbox=[591, 455, 718, 502]
column-pigeon-racing bbox=[724, 44, 854, 1632]
text-paragraph: 18 Grey Street. Architect. bbox=[31, 117, 97, 124]
glaxo-ad bbox=[858, 299, 1093, 830]
text-paragraph: EDWARD MORRIS, JUN., 15 Tasman Street. bbox=[176, 652, 295, 659]
masthead-title: THE DOMINION, TUESDAY, FEBRUARY 9, 1915. bbox=[326, 11, 792, 32]
text-paragraph: WE ARE BUYERS OF SAWN RATA. bbox=[42, 1364, 143, 1371]
page-number: 3 bbox=[1085, 12, 1094, 31]
text-paragraph: ALLOCATION OF THE MONEY. bbox=[470, 511, 561, 518]
text-paragraph: The New Zealand-owned Silver King, who went wrong at the Caulfield meeting, is about to be taken in hand again. It is a pity that such a good performer should be kept out of the game. bbox=[591, 1119, 718, 1150]
glaxo-coupon-sub: to GLAXO, Dept. 13 Palmerston N. and get your FREE Copy of the Baby Book by return. bbox=[871, 770, 1080, 787]
divider bbox=[25, 413, 160, 414]
masthead bbox=[20, 8, 1098, 40]
amber-agents: WHOLESALE AGENTS: MESSRS. THOMPSON, BROS., LTD., WELLINGTON. bbox=[884, 1094, 1067, 1111]
article-headline: DEFENCE OF NEW ZEALAND. bbox=[185, 664, 286, 672]
article-headline: FOR IMMEDIATE SALE. bbox=[195, 239, 276, 247]
text-paragraph: A. M. M'Gregor is now regularly riding work over fences at Otaki. On the day that Di Camo won at Sandown, Wimmera, who has not been seen out much lately, was favourite for the hurdle race, in which he carried 11st. 11lb. He failed to get nearer than tenth at the finish of the two miles, and it looks as if the old Merivale gelding has lost his form. bbox=[591, 885, 718, 948]
glaxo-paragraph: Extract from the Annual Report of a Medical Officer of Health. "As it has been found that patent foods, many of them very starchy, were being largely used in Rotherham, the Medical Officer of Health introduced Glaxo into the Borough. The use of this food has been most successful, since its introduction 54 babies have been fed on it with most gratifying results." bbox=[865, 528, 1086, 591]
text-paragraph: "The fund will be extinguished in about five years," the Mayor says, "but by that time some of the children will be in a position to assist." bbox=[451, 693, 580, 716]
column-advertisements bbox=[854, 44, 1098, 1632]
article-headline: WELLINGTON CITY COUNCIL. bbox=[183, 783, 288, 791]
text-paragraph: HEMINGWAY & ROBERTSON'S Correspondence Schools Ltd. Union Buildings, AUCKLAND. bbox=[26, 1229, 159, 1244]
text-paragraph: (By Telegraph.—Press Association.) Gisborne, February 8. bbox=[594, 521, 715, 536]
glaxo-name-label: Name bbox=[865, 791, 882, 799]
text-paragraph: GRANT AND CAMPBELL, Hotel Brokers, HAWERA. bbox=[178, 581, 293, 596]
glaxo-paragraph: VERY possibly no Infant Food has been so thoroughly tested by official authorities as Glaxo. bbox=[865, 377, 1086, 398]
text-paragraph: Paid-up Capital £200,000. Reserve Fund and Undivided Profits £83,000. bbox=[178, 915, 293, 930]
text-paragraph: NEW ISSUE OF SHARES. bbox=[199, 933, 272, 940]
glaxo-logo: Glaxo bbox=[915, 607, 1036, 654]
text-paragraph: Every fan feature drama by Ince Company was shown for the first time at the People's Picture Theatre yesterday, among several other exceptionally good film subjects. The picture, which is entitled "Shore the World Can Gone," exhibits a drama of absorbing interest, and one that is powerfully and faultlessly interpreted. The story tells of one Fielding, a celebrated pianist and composer, and how in preference to his princely career, Mary Shelley, he becomes infatuated with a society belle. His former love is jealous, and his wife, and the social society belle, becomes involved. It is the simple story of love, honour and jealousy, with a thrilling climax which holds the audience spellbound. bbox=[451, 211, 580, 330]
text-paragraph: Full particulars on application. bbox=[196, 1201, 275, 1208]
text-paragraph: Are Entirely BRITISH MANUFACTURE. bbox=[37, 597, 148, 604]
text-paragraph: Rangatira has improved considerably since his last run. Mr. George Hume, of Featherston, is the new owner of Marton Princess. The filly is not to be raced, but will be put to the stud next season. bbox=[591, 1153, 718, 1184]
article-headline: HOTELS FOR SALE. bbox=[201, 488, 270, 496]
text-paragraph: CAN you find any letter received instantly? If not, our Shaw-Walker system will help you immensely. We have outfits at all prices for small or large businesses. They are worth investigating now. bbox=[171, 1159, 300, 1198]
text-paragraph: HARDWOOD SHEATHING AND DECKING FOR BRIDGES. bbox=[25, 1336, 160, 1351]
column-relief-funds bbox=[446, 44, 586, 1632]
text-paragraph: Hastings, H.B., January 21, 1915. bbox=[31, 402, 118, 409]
